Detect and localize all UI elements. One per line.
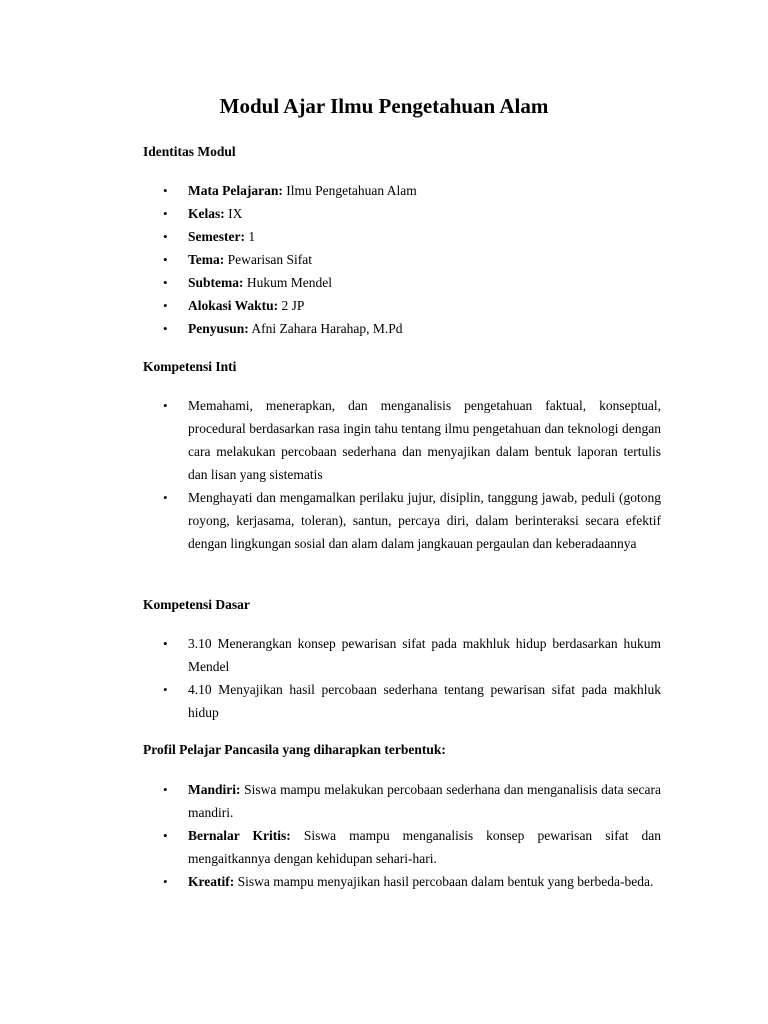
identitas-item-semester: • Semester: 1 xyxy=(143,225,661,248)
bullet-icon: • xyxy=(163,398,168,413)
bullet-icon: • xyxy=(163,636,168,651)
bullet-icon: • xyxy=(163,782,168,797)
identitas-item-kelas: • Kelas: IX xyxy=(143,202,661,225)
kompetensi-inti-item: • Menghayati dan mengamalkan perilaku jujur, disiplin, tanggung jawab, peduli (gotong royong, kerjasama, toleran), santun, percaya diri, dalam berinteraksi secara efektif dengan lingkungan sosial dan alam dalam jangkauan pergaulan dan keberadaannya xyxy=(143,486,661,555)
profil-item-kreatif: • Kreatif: Siswa mampu menyajikan hasil percobaan dalam bentuk yang berbeda-beda. xyxy=(143,870,661,893)
bullet-icon: • xyxy=(163,252,168,267)
bullet-icon: • xyxy=(163,321,168,336)
kompetensi-inti-list xyxy=(143,394,661,555)
identitas-item-alokasi-waktu: • Alokasi Waktu: 2 JP xyxy=(143,294,661,317)
identitas-item-tema: • Tema: Pewarisan Sifat xyxy=(143,248,661,271)
kompetensi-dasar-list xyxy=(143,632,661,724)
profil-item-bernalar-kritis: • Bernalar Kritis: Siswa mampu menganalisis konsep pewarisan sifat dan mengaitkannya dengan kehidupan sehari-hari. xyxy=(143,824,661,870)
heading-identitas-modul: Identitas Modul xyxy=(143,144,236,159)
identitas-item-penyusun: • Penyusun: Afni Zahara Harahap, M.Pd xyxy=(143,317,661,340)
bullet-icon: • xyxy=(163,275,168,290)
identitas-item-subtema: • Subtema: Hukum Mendel xyxy=(143,271,661,294)
profil-item-mandiri: • Mandiri: Siswa mampu melakukan percobaan sederhana dan menganalisis data secara mandiri. xyxy=(143,778,661,824)
document-title: Modul Ajar Ilmu Pengetahuan Alam xyxy=(219,94,549,118)
kompetensi-dasar-item: • 3.10 Menerangkan konsep pewarisan sifat pada makhluk hidup berdasarkan hukum Mendel xyxy=(143,632,661,678)
identitas-list xyxy=(143,179,661,340)
heading-kompetensi-inti: Kompetensi Inti xyxy=(143,359,237,374)
heading-kompetensi-dasar: Kompetensi Dasar xyxy=(143,597,250,612)
bullet-icon: • xyxy=(163,183,168,198)
bullet-icon: • xyxy=(163,490,168,505)
kompetensi-dasar-item: • 4.10 Menyajikan hasil percobaan sederhana tentang pewarisan sifat pada makhluk hidup xyxy=(143,678,661,724)
bullet-icon: • xyxy=(163,874,168,889)
identitas-item-mata-pelajaran: • Mata Pelajaran: Ilmu Pengetahuan Alam xyxy=(143,179,661,202)
bullet-icon: • xyxy=(163,828,168,843)
bullet-icon: • xyxy=(163,298,168,313)
heading-profil-pelajar: Profil Pelajar Pancasila yang diharapkan terbentuk: xyxy=(143,742,446,757)
profil-list xyxy=(143,778,661,893)
bullet-icon: • xyxy=(163,682,168,697)
bullet-icon: • xyxy=(163,206,168,221)
kompetensi-inti-item: • Memahami, menerapkan, dan menganalisis pengetahuan faktual, konseptual, procedural berdasarkan rasa ingin tahu tentang ilmu pengetahuan dan teknologi dengan cara melakukan percobaan sederhana dan menyajikan dalam bentuk laporan tertulis dan lisan yang sistematis xyxy=(143,394,661,486)
bullet-icon: • xyxy=(163,229,168,244)
